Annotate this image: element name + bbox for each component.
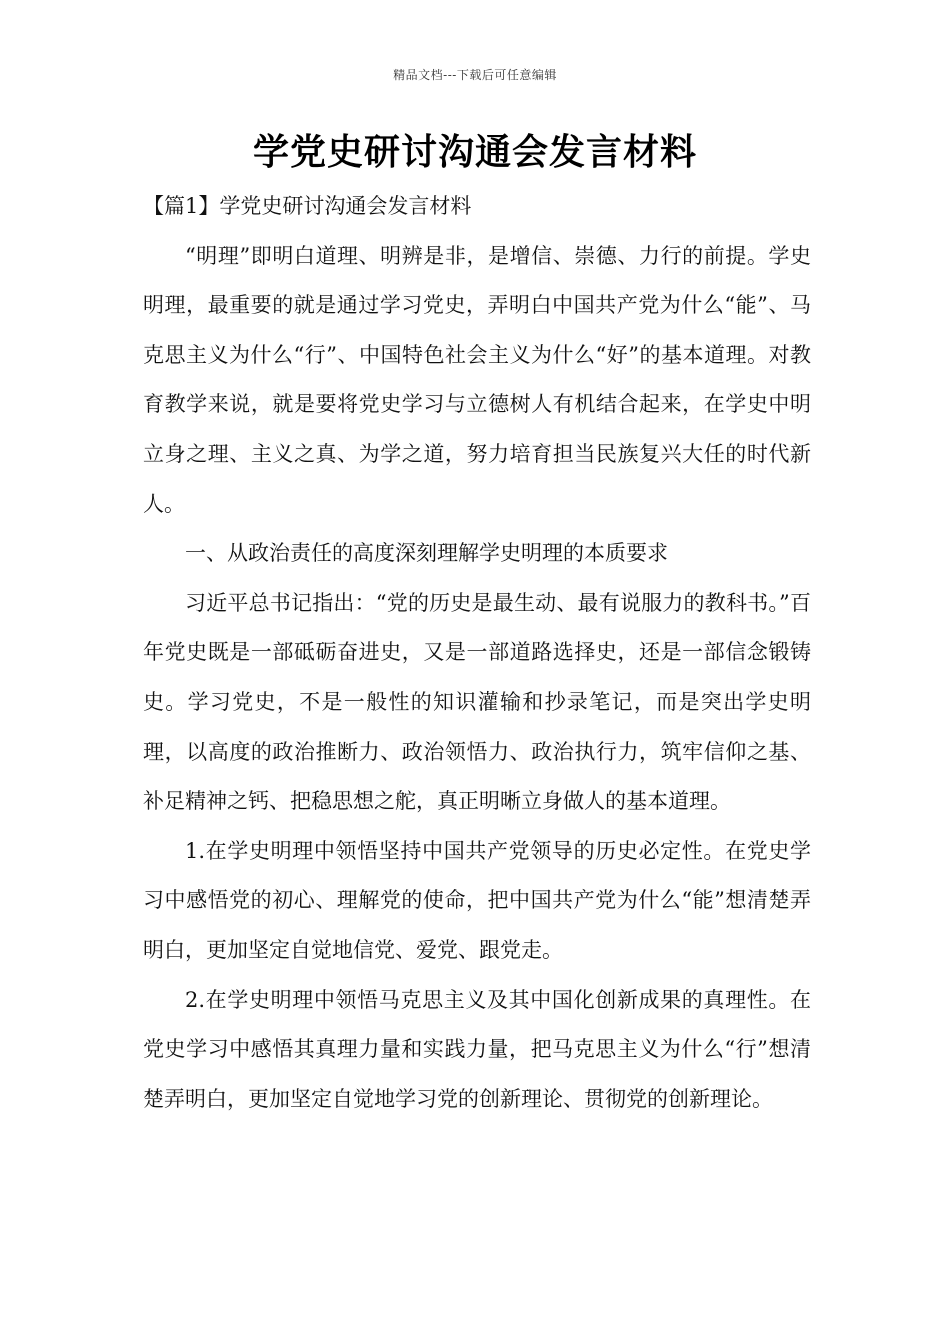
paragraph-point-2: 2.在学史明理中领悟马克思主义及其中国化创新成果的真理性。在党史学习中感悟其真理力量和实践力量，把马克思主义为什么“行”想清楚弄明白，更加坚定自觉地学习党的创新理论、贯彻党的创新理论。 — [143, 987, 811, 1111]
paragraph-quote: 习近平总书记指出：“党的历史是最生动、最有说服力的教科书。”百年党史既是一部砥砺奋进史，又是一部道路选择史，还是一部信念锻铸史。学习党史，不是一般性的知识灌输和抄录笔记，而是突出学史明理，以高度的政治推断力、政治领悟力、政治执行力，筑牢信仰之基、补足精神之钙、把稳思想之舵，真正明晰立身做人的基本道理。 — [143, 590, 811, 814]
paragraph-point-1: 1.在学史明理中领悟坚持中国共产党领导的历史必定性。在党史学习中感悟党的初心、理解党的使命，把中国共产党为什么“能”想清楚弄明白，更加坚定自觉地信党、爱党、跟党走。 — [143, 838, 811, 962]
section-label: 【篇1】学党史研讨沟通会发言材料 — [143, 194, 472, 218]
header-note: 精品文档---下载后可任意编辑 — [393, 68, 557, 82]
document-title: 学党史研讨沟通会发言材料 — [252, 132, 697, 173]
paragraph-heading-1: 一、从政治责任的高度深刻理解学史明理的本质要求 — [185, 541, 668, 566]
paragraph-intro: “明理”即明白道理、明辨是非，是增信、崇德、力行的前提。学史明理，最重要的就是通过学习党史，弄明白中国共产党为什么“能”、马克思主义为什么“行”、中国特色社会主义为什么“好”的基本道理。对教育教学来说，就是要将党史学习与立德树人有机结合起来，在学史中明立身之理、主义之真、为学之道，努力培育担当民族复兴大任的时代新人。 — [143, 243, 811, 516]
document-body — [143, 182, 811, 1124]
